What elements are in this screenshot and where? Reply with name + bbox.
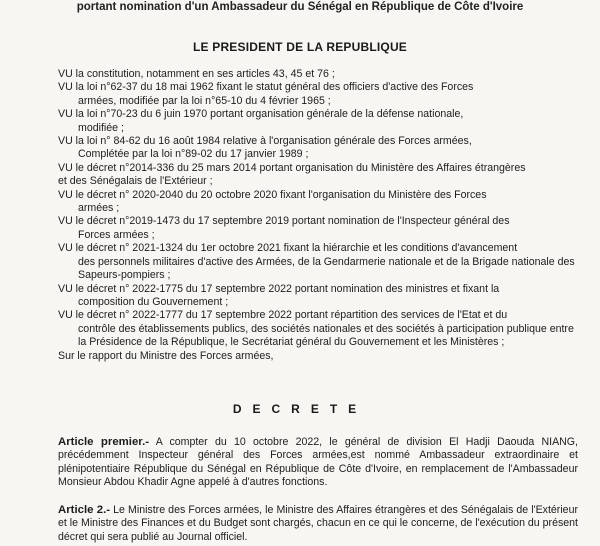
visa-item: Sur le rapport du Ministre des Forces armées, (58, 349, 274, 362)
article-1-text: A compter du 10 octobre 2022, le général de division El Hadji Daouda NIANG, précédemment Inspecteur général des Forces armées,est nommé Ambassadeur extraordinaire et plénipotentiaire République du Sénégal en République de Côte d'Ivoire, en remplacement de l'Ambassadeur Monsieur Abdou Khadir Agne appelé à d'autres fonctions. (58, 436, 578, 489)
president-heading: LE PRESIDENT DE LA REPUBLIQUE (192, 40, 408, 54)
visa-item: VU le décret n°2014-336 du 25 mars 2014 portant organisation du Ministère des Affaires étrangères et des Sénégalais de l'Extérieur ; (58, 161, 526, 188)
decree-subtitle: portant nomination d'un Ambassadeur du Sénégal en République de Côte d'Ivoire (76, 1, 524, 13)
visa-item: VU le décret n° 2022-1775 du 17 septembre 2022 portant nomination des ministres et fixant la composition du Gouvernement ; (58, 282, 500, 308)
visa-item: VU le décret n° 2020-2040 du 20 octobre 2020 fixant l'organisation du Ministère des Forces armées ; (58, 188, 487, 215)
visa-item: VU la loi n°70-23 du 6 juin 1970 portant organisation générale de la défense nationale, modifiée ; (58, 108, 464, 134)
visa-list (58, 68, 578, 363)
visa-item: VU le décret n° 2021-1324 du 1er octobre 2021 fixant la hiérarchie et les conditions d'avancement des personnels militaires d'active des Armées, de la Gendarmerie nationale et de la Brigade nationale des Sapeurs-pompiers ; (58, 242, 575, 282)
visa-item: VU la constitution, notamment en ses articles 43, 45 et 76 ; (58, 68, 335, 80)
visa-item: VU la loi n°62-37 du 18 mai 1962 fixant le statut général des officiers d'active des Forces armées, modifiée par la loi n°65-10 du 4 février 1965 ; (58, 81, 474, 107)
article-2 (58, 504, 578, 544)
article-2-text: Le Ministre des Forces armées, le Ministre des Affaires étrangères et des Sénégalais de l'Extérieur et le Ministre des Finances et du Budget sont chargés, chacun en ce qui le concerne, de l'exécution du présent décret qui sera publié au Journal officiel. (58, 504, 578, 543)
visa-item: VU le décret n°2019-1473 du 17 septembre 2019 portant nomination de l'Inspecteur général des Forces armées ; (58, 215, 510, 241)
article-1 (58, 436, 578, 490)
article-1-label: Article premier.- (58, 436, 150, 448)
article-2-label: Article 2.- (58, 504, 111, 516)
decrete-heading: DECRETE (232, 402, 368, 416)
visa-item: VU le décret n° 2022-1777 du 17 septembre 2022 portant répartition des services de l'Etat et du contrôle des établissements publics, des sociétés nationales et des sociétés à participation publique entre la Présidence de la République, le Secrétariat général du Gouvernement et les Ministères ; (58, 309, 574, 349)
visa-item: VU la loi n° 84-62 du 16 août 1984 relative à l'organisation générale des Forces armées, Complétée par la loi n°89-02 du 17 janvier 1989 ; (58, 135, 472, 161)
